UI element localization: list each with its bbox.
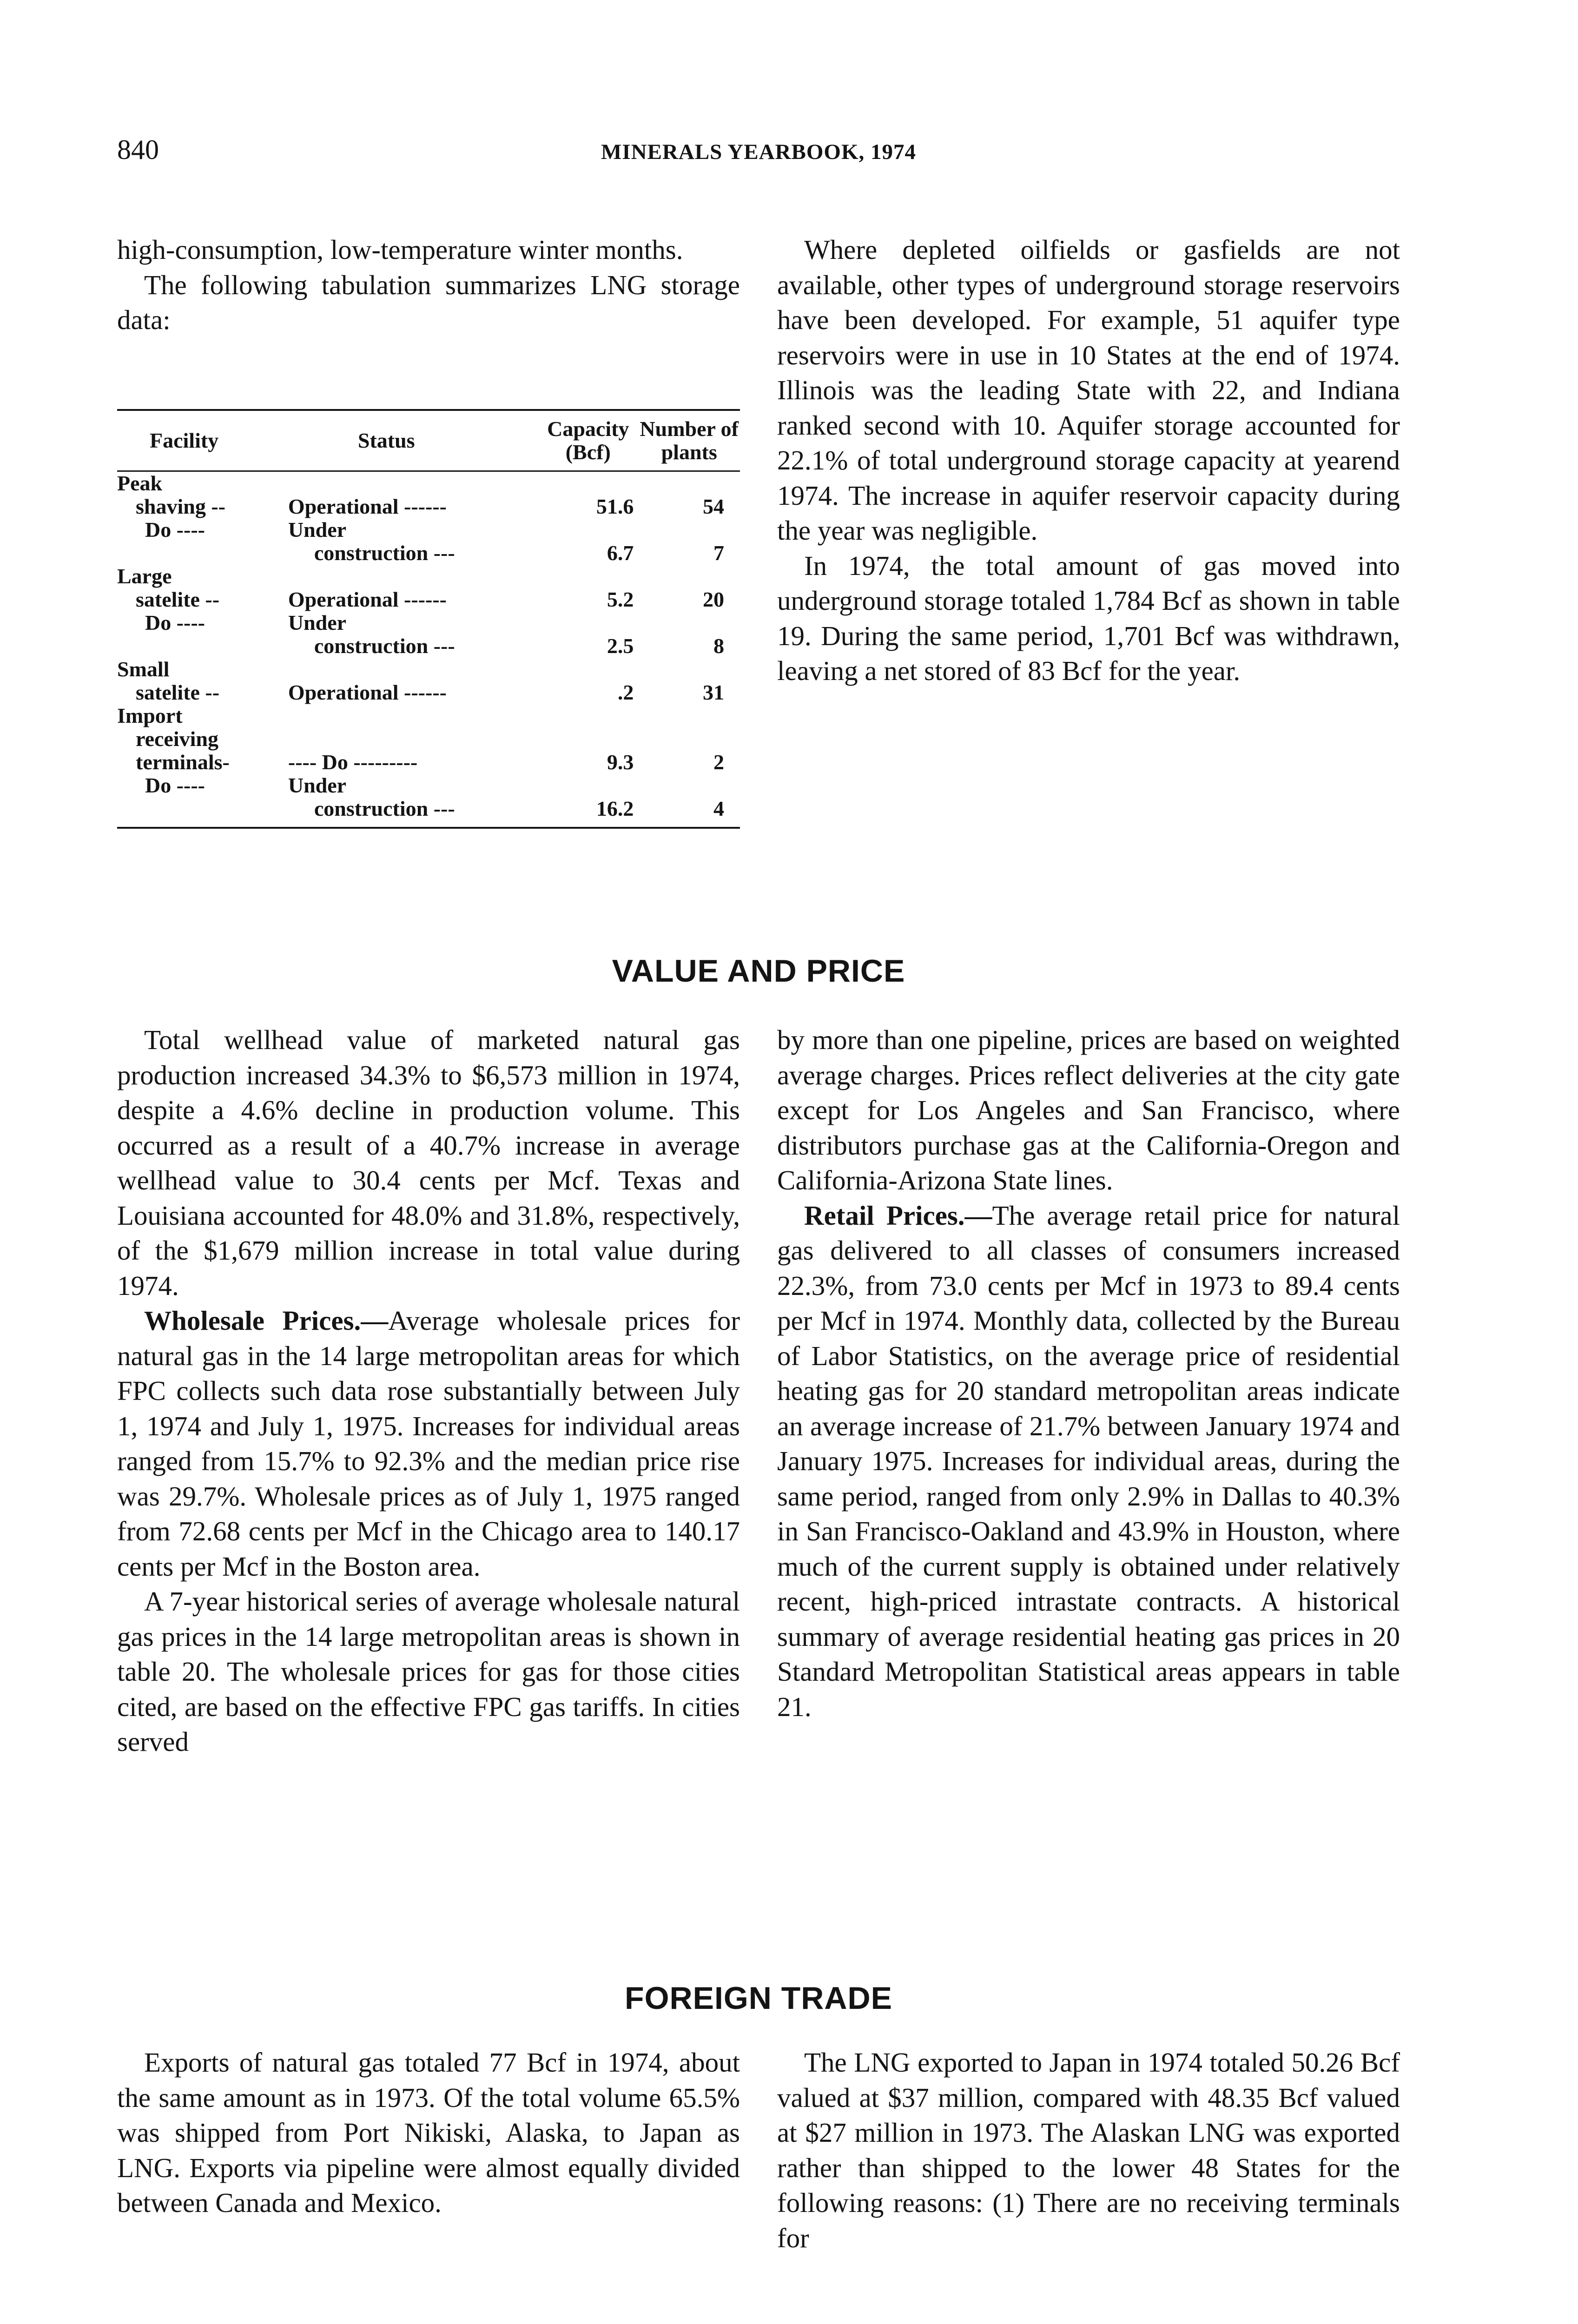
cell-status xyxy=(288,704,538,727)
cell-number-of-plants xyxy=(638,518,740,541)
cell-number-of-plants xyxy=(638,634,740,658)
cell-text: 6.7 xyxy=(607,541,634,565)
cell-text: 20 xyxy=(703,588,724,611)
cell-text: construction --- xyxy=(314,634,455,658)
cell-capacity xyxy=(538,495,638,518)
cell-text: Under xyxy=(288,518,347,541)
cell-status xyxy=(288,471,538,495)
cell-number-of-plants xyxy=(638,588,740,611)
table-row xyxy=(117,681,740,704)
cell-status xyxy=(288,495,538,518)
table-row xyxy=(117,518,740,541)
paragraph: high-consumption, low-temperature winter months. xyxy=(117,234,683,265)
table-row xyxy=(117,634,740,658)
cell-capacity xyxy=(538,565,638,588)
cell-facility xyxy=(117,611,288,634)
paragraph: The LNG exported to Japan in 1974 totaled 50.26 Bcf valued at $37 million, compared with 48.35 Bcf valued at $27 million in 1973. The Alaskan LNG was exported rather than shipped to the lower 48 States for the following reasons: (1) There are no receiving terminals for xyxy=(777,2047,1400,2253)
cell-number-of-plants xyxy=(638,495,740,518)
cell-text: 7 xyxy=(713,541,724,565)
cell-facility xyxy=(117,681,288,704)
cell-text: Operational ------ xyxy=(288,495,447,518)
table-row xyxy=(117,797,740,828)
cell-text: construction --- xyxy=(314,797,455,820)
column-header-number-of-plants: Number of plants xyxy=(638,410,740,471)
cell-status xyxy=(288,541,538,565)
paragraph: by more than one pipeline, prices are based on weighted average charges. Prices reflect deliveries at the city gate except for Los Angeles and San Francisco, where distributors purchase gas at the California-Oregon and California-Arizona State lines. xyxy=(777,1024,1400,1195)
cell-status xyxy=(288,774,538,797)
cell-text: Do ---- xyxy=(145,773,205,797)
cell-number-of-plants xyxy=(638,797,740,828)
cell-number-of-plants xyxy=(638,541,740,565)
section-title-value-and-price: VALUE AND PRICE xyxy=(612,953,905,989)
cell-number-of-plants xyxy=(638,471,740,495)
cell-text: Under xyxy=(288,611,347,634)
cell-status xyxy=(288,727,538,751)
cell-status xyxy=(288,634,538,658)
paragraph xyxy=(777,1198,1400,1725)
cell-text: Operational ------ xyxy=(288,680,447,704)
cell-text: satelite -- xyxy=(136,588,220,611)
column-header-facility: Facility xyxy=(117,410,288,471)
table-body xyxy=(117,471,740,828)
cell-status xyxy=(288,588,538,611)
table-row xyxy=(117,704,740,727)
cell-facility xyxy=(117,658,288,681)
cell-capacity xyxy=(538,704,638,727)
value-price-left-column xyxy=(117,1023,740,1760)
cell-text: Do ---- xyxy=(145,518,205,541)
cell-text: Do ---- xyxy=(145,611,205,634)
table-row xyxy=(117,658,740,681)
cell-text: satelite -- xyxy=(136,680,220,704)
paragraph: The following tabulation summarizes LNG storage data: xyxy=(117,269,740,335)
table-row xyxy=(117,727,740,751)
paragraph xyxy=(117,1303,740,1584)
table-row xyxy=(117,588,740,611)
cell-text: Under xyxy=(288,773,347,797)
page-header xyxy=(117,125,1400,167)
cell-status xyxy=(288,681,538,704)
cell-capacity xyxy=(538,541,638,565)
cell-facility xyxy=(117,471,288,495)
top-left-column xyxy=(117,232,740,338)
paragraph: Exports of natural gas totaled 77 Bcf in 1974, about the same amount as in 1973. Of the total volume 65.5% was shipped from Port Nikiski, Alaska, to Japan as LNG. Exports via pipeline were almost equally divided between Canada and Mexico. xyxy=(117,2047,740,2218)
table-row xyxy=(117,611,740,634)
cell-facility xyxy=(117,704,288,727)
cell-capacity xyxy=(538,518,638,541)
cell-text: construction --- xyxy=(314,541,455,565)
cell-number-of-plants xyxy=(638,681,740,704)
cell-facility xyxy=(117,797,288,828)
cell-facility xyxy=(117,565,288,588)
cell-facility xyxy=(117,588,288,611)
cell-text: ---- Do --------- xyxy=(288,750,418,774)
cell-status xyxy=(288,565,538,588)
top-right-column xyxy=(777,232,1400,689)
cell-text: 51.6 xyxy=(596,495,634,518)
table-row xyxy=(117,541,740,565)
cell-number-of-plants xyxy=(638,658,740,681)
cell-text: 31 xyxy=(703,680,724,704)
page xyxy=(117,125,1400,2324)
paragraph: In 1974, the total amount of gas moved into underground storage totaled 1,784 Bcf as shown in table 19. During the same period, 1,701 Bcf was withdrawn, leaving a net stored of 83 Bcf for the year. xyxy=(777,550,1400,686)
run-in-heading: Wholesale Prices.— xyxy=(144,1305,389,1336)
cell-number-of-plants xyxy=(638,727,740,751)
table-row xyxy=(117,495,740,518)
foreign-trade-left-column xyxy=(117,2045,740,2221)
cell-facility xyxy=(117,727,288,751)
cell-text: Import xyxy=(117,704,183,727)
table-row xyxy=(117,751,740,774)
paragraph: A 7-year historical series of average wholesale natural gas prices in the 14 large metropolitan areas is shown in table 20. The wholesale prices for gas for those cities cited, are based on the effective FPC gas tariffs. In cities served xyxy=(117,1586,740,1757)
run-in-heading: Retail Prices.— xyxy=(804,1200,992,1231)
running-title: MINERALS YEARBOOK, 1974 xyxy=(601,140,917,164)
cell-facility xyxy=(117,774,288,797)
cell-facility xyxy=(117,518,288,541)
cell-status xyxy=(288,611,538,634)
cell-text: .2 xyxy=(617,680,634,704)
table-row xyxy=(117,471,740,495)
cell-status xyxy=(288,658,538,681)
cell-status xyxy=(288,751,538,774)
cell-number-of-plants xyxy=(638,611,740,634)
cell-capacity xyxy=(538,681,638,704)
cell-text: 5.2 xyxy=(607,588,634,611)
paragraph: Where depleted oilfields or gasfields are not available, other types of underground storage reservoirs have been developed. For example, 51 aquifer type reservoirs were in use in 10 States at the end of 1974. Illinois was the leading State with 22, and Indiana ranked second with 10. Aquifer storage accounted for 22.1% of total underground storage capacity at yearend 1974. The increase in aquifer reservoir capacity during the year was negligible. xyxy=(777,234,1400,546)
table-row xyxy=(117,565,740,588)
cell-text: Peak xyxy=(117,471,163,495)
cell-text: 8 xyxy=(713,634,724,658)
cell-capacity xyxy=(538,634,638,658)
cell-capacity xyxy=(538,658,638,681)
page-number: 840 xyxy=(117,134,159,165)
cell-facility xyxy=(117,751,288,774)
paragraph-text: Average wholesale prices for natural gas in the 14 large metropolitan areas for which FPC collects such data rose substantially between July 1, 1974 and July 1, 1975. Increases for individual areas ranged from 15.7% to 92.3% and the median price rise was 29.7%. Wholesale prices as of July 1, 1975 ranged from 72.68 cents per Mcf in the Chicago area to 140.17 cents per Mcf in the Boston area. xyxy=(117,1305,740,1582)
paragraph-text: The average retail price for natural gas delivered to all classes of consumers increased 22.3%, from 73.0 cents per Mcf in 1973 to 89.4 cents per Mcf in 1974. Monthly data, collected by the Bureau of Labor Statistics, on the average price of residential heating gas for 20 standard metropolitan areas indicate an average increase of 21.7% between January 1974 and January 1975. Increases for individual areas, during the same period, ranged from only 2.9% in Dallas to 40.3% in San Francisco-Oakland and 43.9% in Houston, where much of the current supply is obtained under relatively recent, high-priced intrastate contracts. A historical summary of average residential heating gas prices in 20 Standard Metropolitan Statistical areas appears in table 21. xyxy=(777,1200,1400,1722)
cell-capacity xyxy=(538,797,638,828)
cell-status xyxy=(288,797,538,828)
cell-text: terminals- xyxy=(136,750,230,774)
cell-capacity xyxy=(538,611,638,634)
cell-text: 16.2 xyxy=(596,797,634,820)
cell-text: 4 xyxy=(713,797,724,820)
cell-text: 9.3 xyxy=(607,750,634,774)
cell-text: Operational ------ xyxy=(288,588,447,611)
value-price-right-column xyxy=(777,1023,1400,1724)
cell-capacity xyxy=(538,751,638,774)
cell-text: 2.5 xyxy=(607,634,634,658)
cell-capacity xyxy=(538,727,638,751)
cell-status xyxy=(288,518,538,541)
column-header-capacity: Capacity (Bcf) xyxy=(538,410,638,471)
table-row xyxy=(117,774,740,797)
cell-text: Small xyxy=(117,657,170,681)
cell-text: receiving xyxy=(136,727,218,751)
cell-number-of-plants xyxy=(638,751,740,774)
lng-storage-table xyxy=(117,409,740,829)
foreign-trade-right-column xyxy=(777,2045,1400,2256)
cell-number-of-plants xyxy=(638,774,740,797)
cell-capacity xyxy=(538,588,638,611)
section-title-foreign-trade: FOREIGN TRADE xyxy=(625,1981,892,2016)
cell-capacity xyxy=(538,774,638,797)
cell-text: Large xyxy=(117,564,172,588)
cell-number-of-plants xyxy=(638,565,740,588)
cell-number-of-plants xyxy=(638,704,740,727)
cell-facility xyxy=(117,495,288,518)
cell-facility xyxy=(117,634,288,658)
cell-facility xyxy=(117,541,288,565)
cell-text: 54 xyxy=(703,495,724,518)
paragraph: Total wellhead value of marketed natural gas production increased 34.3% to $6,573 million in 1974, despite a 4.6% decline in production volume. This occurred as a result of a 40.7% increase in average wellhead value to 30.4 cents per Mcf. Texas and Louisiana accounted for 48.0% and 31.8%, respectively, of the $1,679 million increase in total value during 1974. xyxy=(117,1024,740,1301)
column-header-status: Status xyxy=(288,410,538,471)
cell-text: shaving -- xyxy=(136,495,225,518)
cell-capacity xyxy=(538,471,638,495)
cell-text: 2 xyxy=(713,750,724,774)
